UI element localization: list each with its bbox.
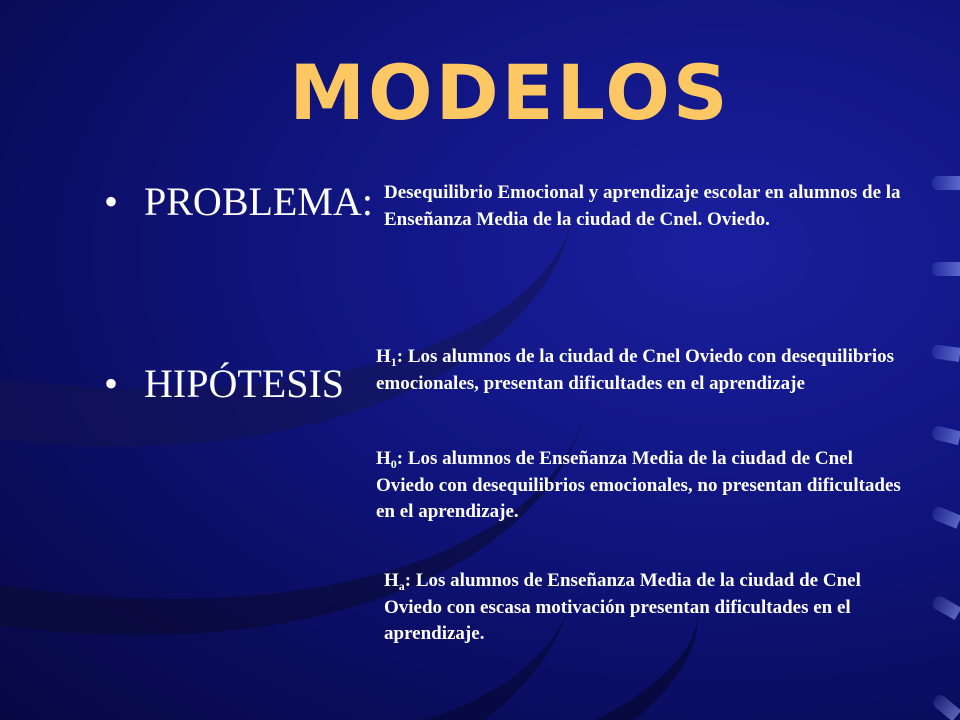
hypothesis-letter: H [384, 570, 399, 591]
hypothesis-h1-text: : Los alumnos de la ciudad de Cnel Oviedo con desequilibrios emocionales, presentan dificultades en el aprendizaje [376, 346, 895, 394]
hypothesis-h0 [376, 446, 906, 526]
bullet-dot: • [104, 361, 119, 406]
bullet-problema [104, 179, 373, 224]
bullet-hipotesis [104, 361, 345, 406]
hypothesis-subscript: 1 [390, 355, 397, 369]
hypothesis-h1 [376, 344, 906, 397]
hypothesis-letter: H [376, 448, 391, 469]
edge-mark [931, 344, 960, 362]
hypothesis-ha [384, 568, 914, 648]
edge-mark [932, 262, 960, 276]
hypothesis-ha-text: : Los alumnos de Enseñanza Media de la ciudad de Cnel Oviedo con escasa motivación presentan dificultades en el aprendizaje. [384, 570, 861, 645]
problema-text: Desequilibrio Emocional y aprendizaje escolar en alumnos de la Enseñanza Media de la ciudad de Cnel. Oviedo. [384, 182, 901, 230]
hypothesis-h0-text: : Los alumnos de Enseñanza Media de la ciudad de Cnel Oviedo con desequilibrios emocionales, no presentan dificultades en el aprendizaje. [376, 448, 901, 523]
slide-title: MODELOS [289, 48, 731, 137]
edge-mark [931, 693, 960, 720]
edge-mark [930, 505, 960, 528]
hypothesis-letter: H [376, 346, 391, 367]
bullet-label-problema: PROBLEMA: [144, 179, 373, 224]
bullet-label-hipotesis: HIPÓTESIS [144, 361, 345, 406]
hypothesis-subscript: a [398, 579, 405, 593]
edge-mark [931, 425, 960, 445]
hypothesis-subscript: 0 [390, 457, 397, 471]
edge-mark [930, 594, 960, 620]
edge-mark [932, 176, 960, 190]
bullet-dot: • [104, 179, 119, 224]
